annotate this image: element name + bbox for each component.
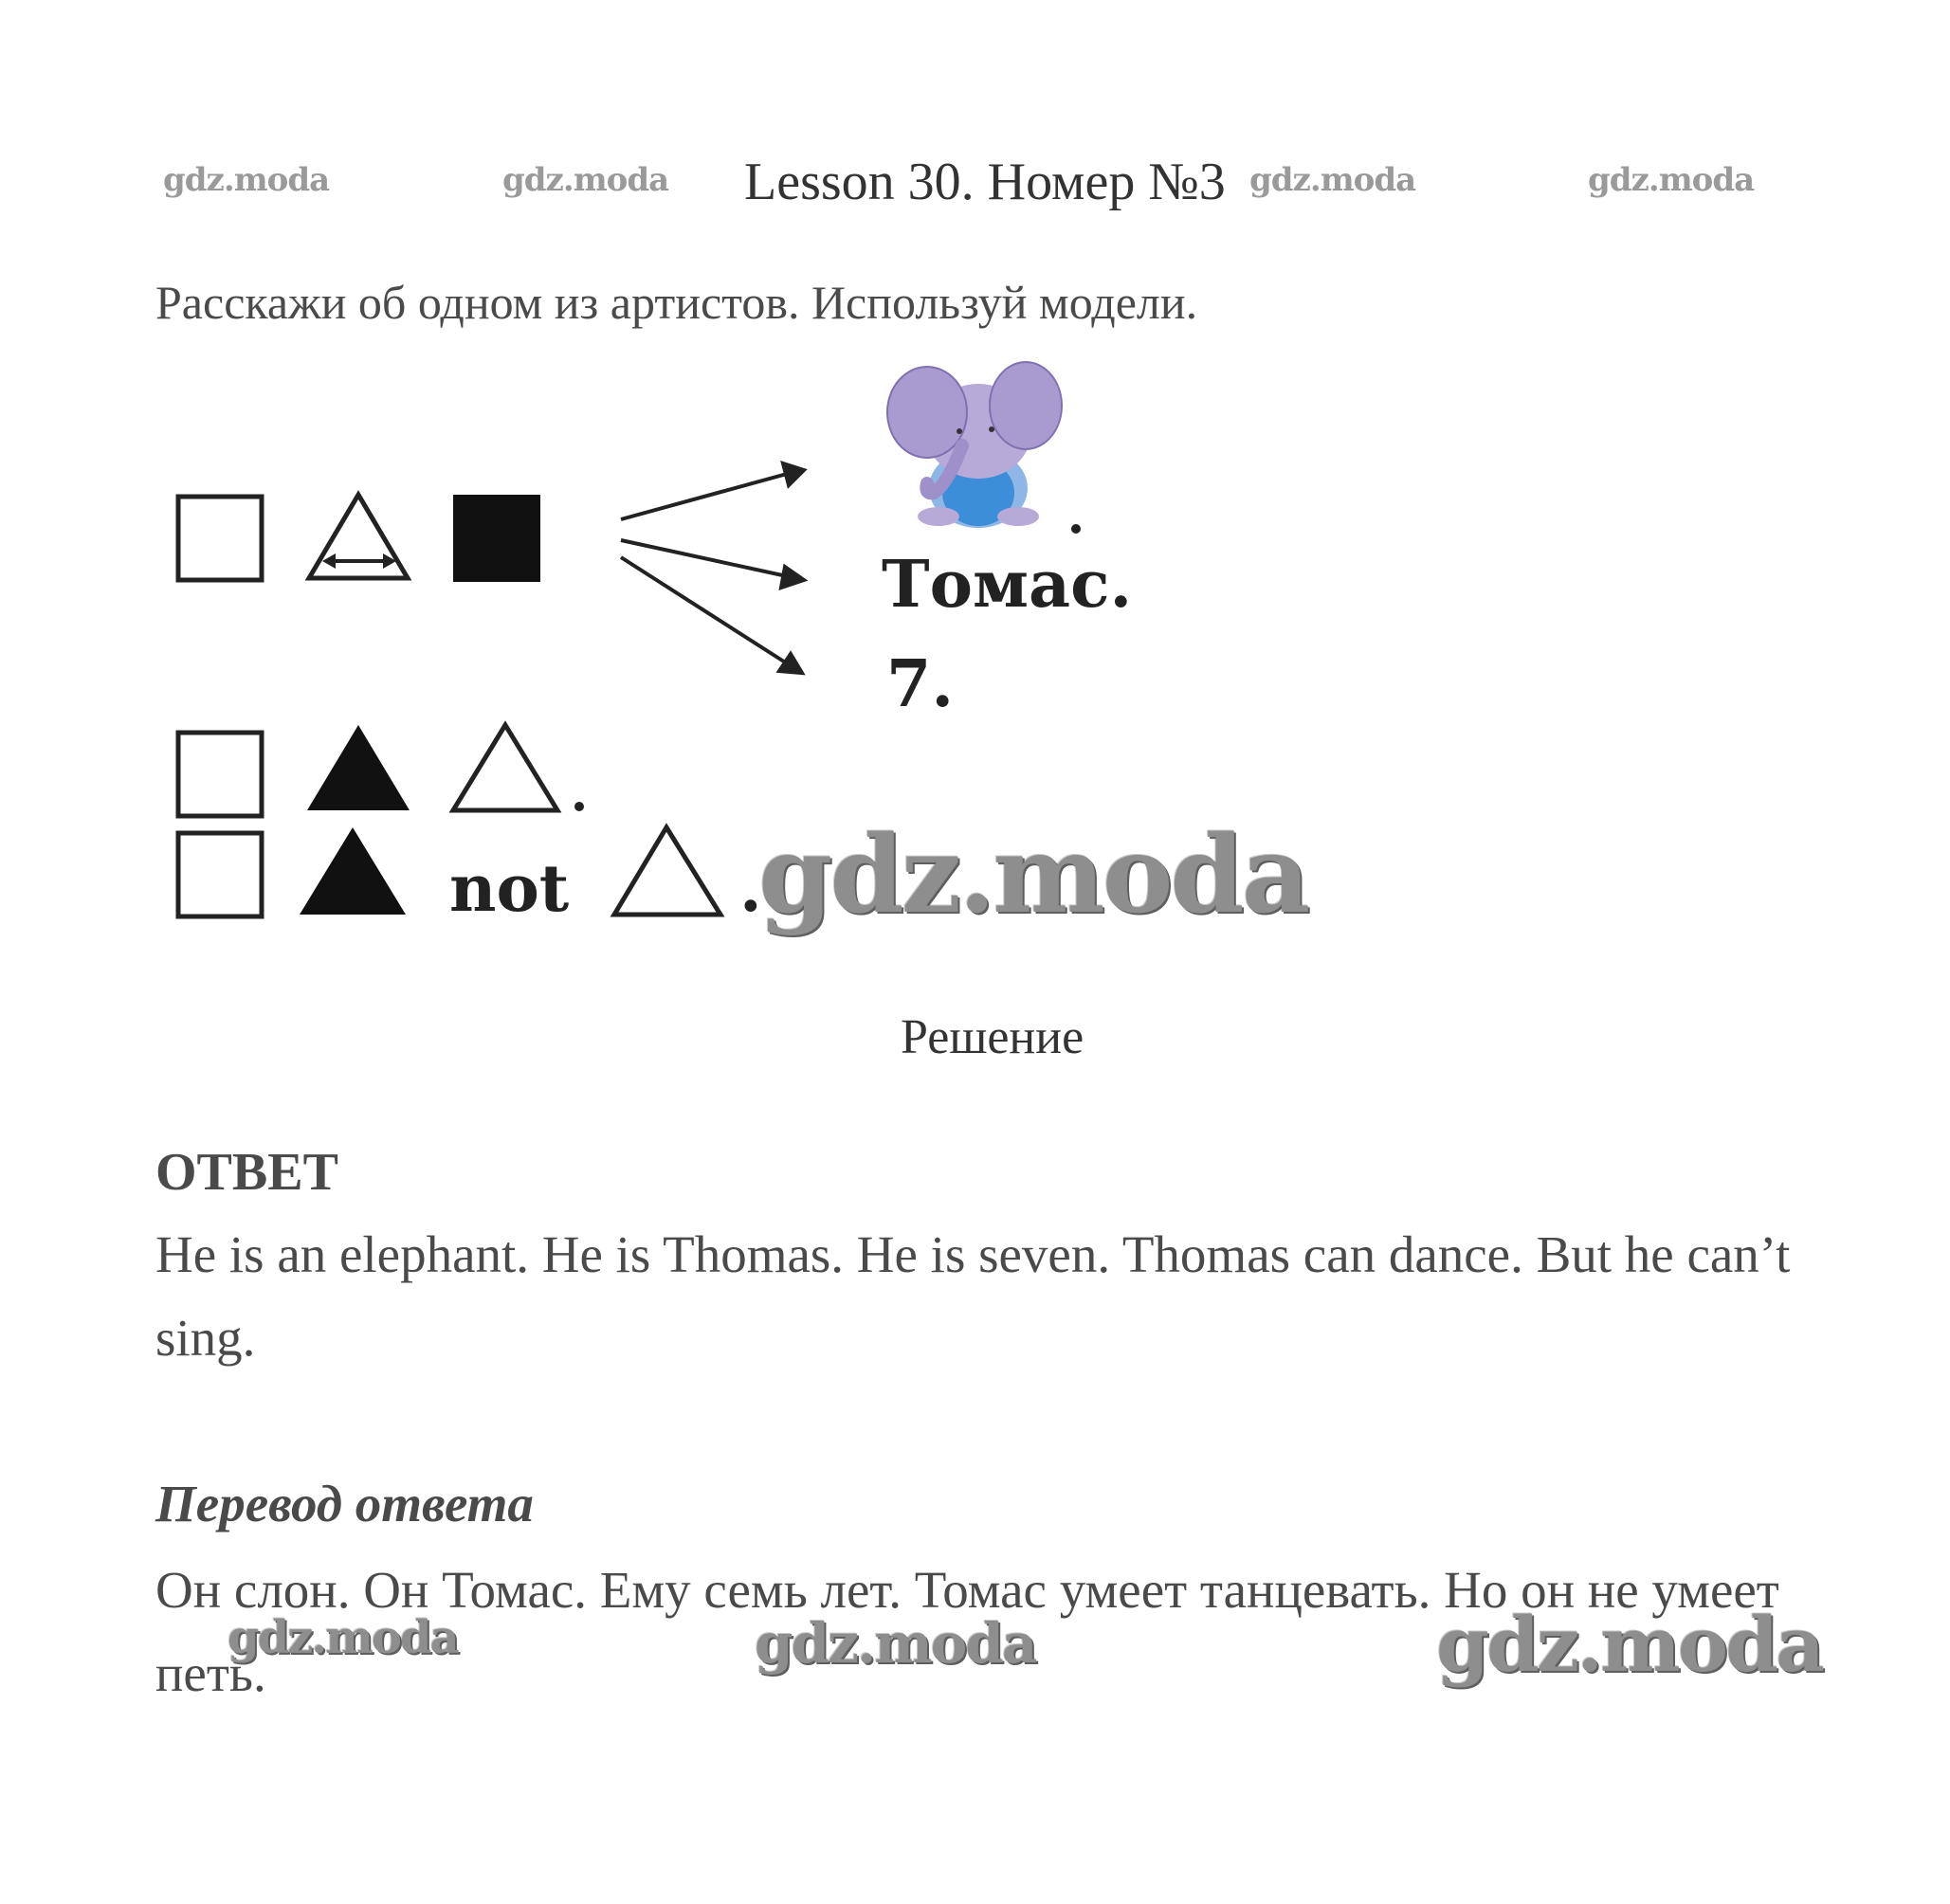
translation-heading: Перевод ответа (155, 1475, 534, 1532)
open-square-icon (178, 833, 262, 916)
watermark: gdz.moda (1588, 161, 1755, 199)
watermark: gdz.moda (228, 1611, 458, 1664)
translation-text: Он слон. Он Томас. Ему семь лет. Томас умеет танцевать. Но он не умеет петь. (155, 1561, 1779, 1702)
open-triangle-icon (453, 725, 557, 810)
filled-square-icon (453, 495, 540, 582)
open-square-icon (178, 497, 262, 580)
task-instruction: Расскажи об одном из артистов. Используй модели. (155, 276, 1198, 329)
period-dot (574, 802, 584, 811)
age-label: 7. (886, 646, 954, 722)
open-triangle-icon (614, 827, 720, 915)
name-label: Томас. (882, 547, 1133, 623)
arrow-icons (621, 463, 804, 673)
solution-label: Решение (901, 1010, 1084, 1064)
period-dot (1071, 524, 1081, 534)
filled-triangle-icon (300, 827, 406, 915)
answer-heading: ОТВЕТ (155, 1143, 338, 1202)
watermark: gdz.moda (163, 161, 330, 199)
watermark: gdz.moda (755, 1611, 1036, 1676)
not-word: not (449, 851, 570, 927)
eye-triangle-icon (309, 495, 408, 578)
watermark-large: gdz.moda (1436, 1600, 1822, 1689)
filled-triangle-icon (307, 725, 410, 810)
open-square-icon (178, 733, 262, 816)
answer-text: He is an elephant. He is Thomas. He is seven. Thomas can dance. But he can’t sing. (155, 1225, 1791, 1367)
watermark: gdz.moda (502, 161, 669, 199)
page-title: Lesson 30. Номер №3 (744, 153, 1226, 211)
watermark: gdz.moda (1249, 161, 1416, 199)
watermark-large: gdz.moda (758, 813, 1308, 937)
elephant-picture-icon (887, 362, 1062, 528)
period-label: . (739, 851, 762, 927)
